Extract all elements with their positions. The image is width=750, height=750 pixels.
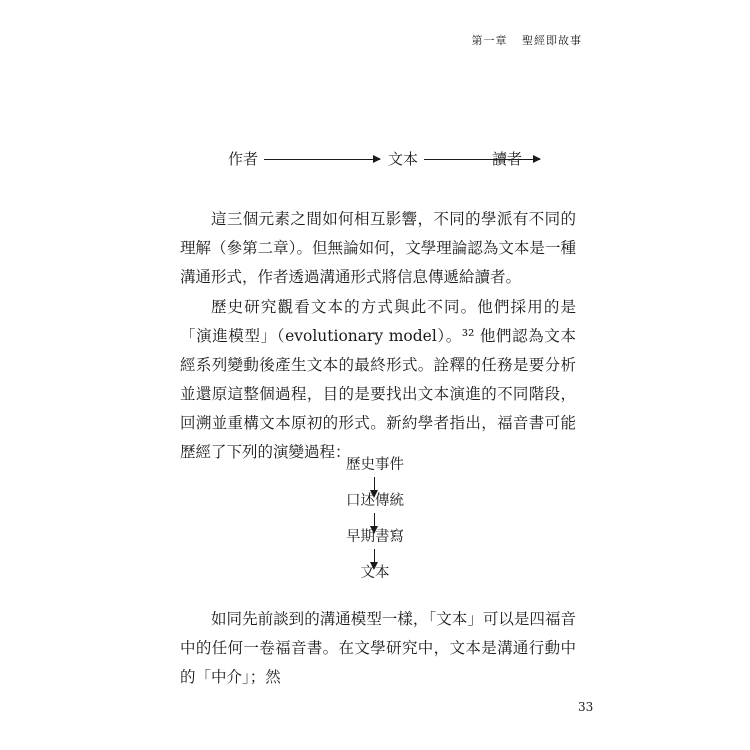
node-text: 文本	[360, 565, 390, 581]
running-head	[472, 32, 583, 48]
node-historical-event: 歷史事件	[346, 457, 404, 473]
arrow-down-icon	[374, 549, 375, 563]
paragraph-1: 這三個元素之間如何相互影響，不同的學派有不同的理解（參第二章）。但無論如何，文學理論認為文本是一種溝通形式，作者透過溝通形式將信息傳遞給讀者。	[180, 210, 576, 286]
arrow-down-icon	[374, 477, 375, 491]
arrow-down-icon	[374, 513, 375, 527]
node-author: 作者	[228, 150, 259, 168]
chapter-title: 聖經即故事	[522, 34, 582, 47]
paragraph-2: 歷史研究觀看文本的方式與此不同。他們採用的是「演進模型」（evolutionary model）。³² 他們認為文本經系列變動後產生文本的最終形式。詮釋的任務是要分析並還原這整個過程，目的是要找出文本演進的不同階段，回溯並重構文本原初的形式。新約學者指出，福音書可能歷經了下列的演變過程：	[180, 298, 576, 461]
page-number: 33	[578, 700, 594, 714]
arrow-right-icon	[424, 159, 540, 160]
chapter-number: 第一章	[471, 34, 508, 47]
node-reader: 讀者	[492, 150, 523, 168]
node-oral-tradition: 口述傳統	[346, 493, 404, 509]
communication-model-diagram	[228, 148, 528, 170]
arrow-right-icon	[264, 159, 380, 160]
node-early-writing: 早期書寫	[346, 529, 404, 545]
paragraph-3: 如同先前談到的溝通模型一樣，「文本」可以是四福音中的任何一卷福音書。在文學研究中，文本是溝通行動中的「中介」；然	[180, 610, 576, 686]
node-text: 文本	[388, 150, 419, 168]
